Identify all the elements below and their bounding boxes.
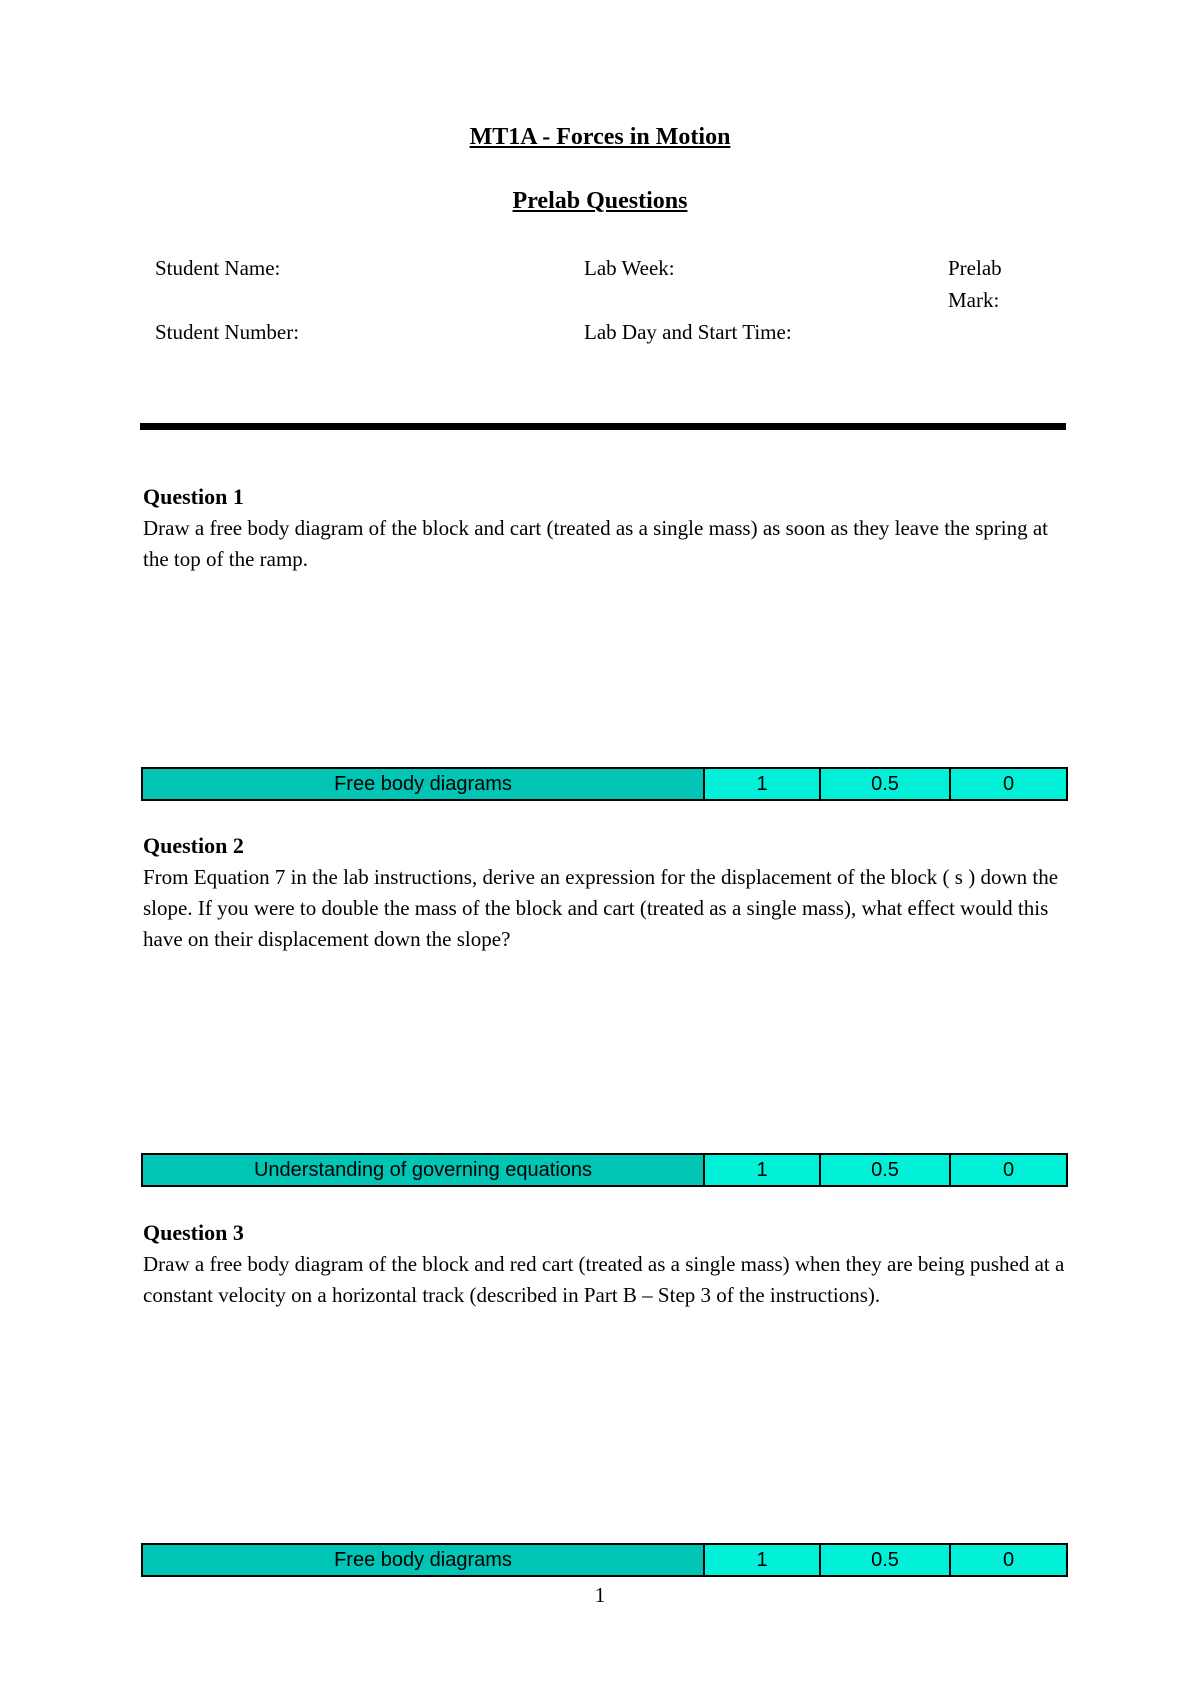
student-name-label: Student Name:	[155, 256, 281, 280]
rubric-score-zero[interactable]: 0	[949, 1155, 1066, 1185]
question-3-text: Draw a free body diagram of the block and red cart (treated as a single mass) when they are being pushed at a constant velocity on a horizontal track (described in Part B – Step 3 of the instructions).	[143, 1252, 1065, 1307]
rubric-score-full[interactable]: 1	[703, 1155, 819, 1185]
rubric-score-zero[interactable]: 0	[949, 769, 1066, 799]
header-divider	[140, 423, 1066, 430]
document-subtitle: Prelab Questions	[512, 188, 688, 214]
document-title: MT1A - Forces in Motion	[469, 124, 731, 150]
rubric-row-2	[141, 1153, 1068, 1187]
rubric-row-1	[141, 767, 1068, 801]
rubric-score-half[interactable]: 0.5	[819, 1155, 949, 1185]
rubric-criterion: Free body diagrams	[143, 1545, 703, 1575]
question-1-heading: Question 1	[143, 484, 244, 509]
rubric-score-half[interactable]: 0.5	[819, 769, 949, 799]
rubric-row-3	[141, 1543, 1068, 1577]
rubric-score-zero[interactable]: 0	[949, 1545, 1066, 1575]
lab-week-label: Lab Week:	[584, 256, 675, 280]
lab-day-start-label: Lab Day and Start Time:	[584, 320, 792, 344]
rubric-score-full[interactable]: 1	[703, 1545, 819, 1575]
question-2-text: From Equation 7 in the lab instructions, derive an expression for the displacement of the block ( s ) down the slope. If you were to double the mass of the block and cart (treated as a single mass), what effect would this have on their displacement down the slope?	[143, 865, 1059, 951]
question-1-text: Draw a free body diagram of the block and cart (treated as a single mass) as soon as they leave the spring at the top of the ramp.	[143, 516, 1048, 571]
question-3-heading: Question 3	[143, 1220, 244, 1245]
student-number-label: Student Number:	[155, 320, 300, 344]
rubric-score-half[interactable]: 0.5	[819, 1545, 949, 1575]
rubric-score-full[interactable]: 1	[703, 769, 819, 799]
page-number: 1	[594, 1583, 606, 1607]
rubric-criterion: Free body diagrams	[143, 769, 703, 799]
rubric-criterion: Understanding of governing equations	[143, 1155, 703, 1185]
question-2-heading: Question 2	[143, 833, 244, 858]
prelab-mark-label: Prelab Mark:	[948, 256, 1002, 312]
